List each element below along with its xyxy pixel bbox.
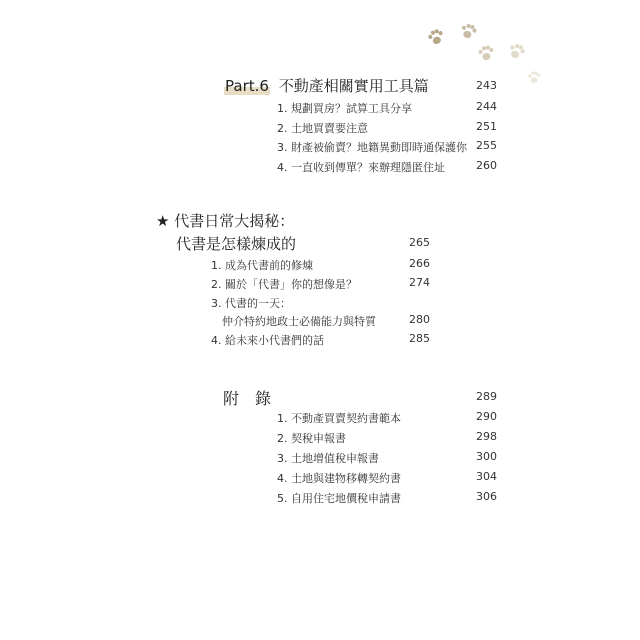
- toc-entry: 3. 財產被偷賣？地籍異動即時通保護你: [277, 141, 467, 154]
- page-number: 304: [476, 470, 497, 483]
- toc-entry: 仲介特約地政士必備能力與特質: [222, 315, 376, 328]
- toc-entry: 4. 一直收到傳單？來辦理隱匿住址: [277, 161, 445, 174]
- paw-print-icon: [506, 42, 527, 63]
- page-number: 265: [409, 236, 430, 249]
- paw-print-icon: [477, 45, 496, 64]
- toc-entry: 4. 給未來小代書們的話: [211, 334, 324, 347]
- page-number: 290: [476, 410, 497, 423]
- paw-print-icon: [426, 28, 447, 49]
- page-number: 289: [476, 390, 497, 403]
- page-number: 243: [476, 79, 497, 92]
- part-subtitle: 不動產相關實用工具篇: [278, 77, 429, 95]
- section-title-line1: ★ 代書日常大揭秘：: [156, 212, 295, 230]
- page-number: 255: [476, 139, 497, 152]
- page-number: 266: [409, 257, 430, 270]
- toc-entry: 2. 土地買賣要注意: [277, 122, 368, 135]
- toc-entry: 4. 土地與建物移轉契約書: [277, 472, 401, 485]
- section-title-line2: 代書是怎樣煉成的: [176, 235, 297, 253]
- page-number: 298: [476, 430, 497, 443]
- toc-entry: 2. 關於「代書」你的想像是？: [211, 278, 357, 291]
- page-number: 280: [409, 313, 430, 326]
- page-number: 306: [476, 490, 497, 503]
- section-title: 附 錄: [223, 389, 272, 408]
- page-number: 251: [476, 120, 497, 133]
- toc-entry: 2. 契稅申報書: [277, 432, 346, 445]
- section-title: [224, 75, 429, 96]
- page-number: 300: [476, 450, 497, 463]
- page-number: 244: [476, 100, 497, 113]
- toc-entry: 5. 自用住宅地價稅申請書: [277, 492, 401, 505]
- page-number: 285: [409, 332, 430, 345]
- paw-print-icon: [458, 22, 478, 42]
- page-number: 260: [476, 159, 497, 172]
- toc-entry: 3. 土地增值稅申報書: [277, 452, 379, 465]
- paw-print-icon: [527, 71, 541, 85]
- page-number: 274: [409, 276, 430, 289]
- toc-entry: 1. 不動產買賣契約書範本: [277, 412, 401, 425]
- toc-entry: 1. 規劃買房？試算工具分享: [277, 102, 412, 115]
- toc-entry: 1. 成為代書前的修煉: [211, 259, 313, 272]
- part-label: Part.6: [225, 77, 269, 95]
- toc-entry: 3. 代書的一天：: [211, 297, 291, 310]
